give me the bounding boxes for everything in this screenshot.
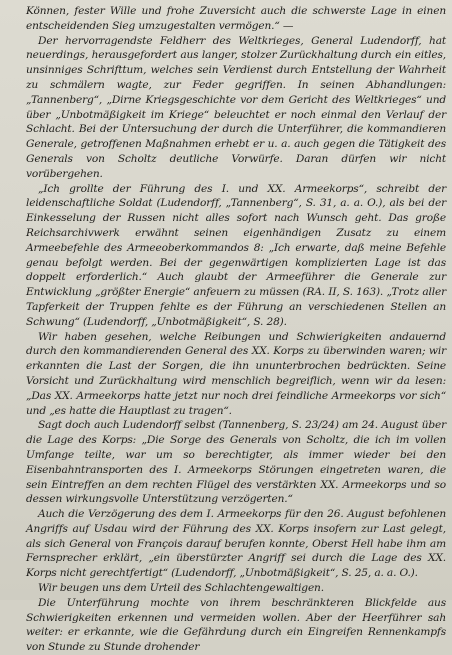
page-text bbox=[26, 4, 446, 655]
paragraph-1: Können, fester Wille und frohe Zuversicht auch die schwerste Lage in einen entscheidenden Sieg umzugestalten vermögen.“ — bbox=[26, 5, 446, 32]
paragraph-5: Sagt doch auch Ludendorff selbst (Tannenberg, S. 23/24) am 24. August über die Lage des Korps: „Die Sorge des Generals von Scholtz, die ich im vollen Umfange teilte, war um so berechtigter, als immer wieder bei den Eisenbahntransporten des I. Armeekorps Störungen eingetreten waren, die sein Eintreffen an dem rechten Flügel des verstärkten XX. Armeekorps und so dessen wirkungsvolle Unterstützung verzögerten.“ bbox=[26, 419, 446, 506]
paragraph-3: „Ich grollte der Führung des I. und XX. Armeekorps“, schreibt der leidenschaftliche Soldat (Ludendorff, „Tannenberg“, S. 31, a. a. O.), als bei der Einkesselung der Russen nicht alles sofort nach Wunsch geht. Das große Reichsarchivwerk erwähnt seinen eigenhändigen Zusatz zu einem Armeebefehle des Armeeoberkommandos 8: „Ich erwarte, daß meine Befehle genau befolgt werden. Bei der gegenwärtigen komplizierten Lage ist das doppelt erforderlich.“ Auch glaubt der Armeeführer die Generale zur Entwicklung „größter Energie“ anfeuern zu müssen (RA. II, S. 163). „Trotz aller Tapferkeit der Truppen fehlte es der Führung an verschiedenen Stellen an Schwung“ (Ludendorff, „Unbotmäßigkeit“, S. 28). bbox=[26, 182, 446, 328]
paragraph-4: Wir haben gesehen, welche Reibungen und Schwierigkeiten andauernd durch den kommandierenden General des XX. Korps zu überwinden waren; wir erkannten die Last der Sorgen, die ihn ununterbrochen bedrückten. Seine Vorsicht und Zurückhaltung wird menschlich begreiflich, wenn wir da lesen: „Das XX. Armeekorps hatte jetzt nur noch drei feindliche Armeekorps vor sich“ und „es hatte die Hauptlast zu tragen“. bbox=[26, 330, 446, 417]
paragraph-7: Wir beugen uns dem Urteil des Schlachtengewaltigen. bbox=[38, 582, 324, 595]
paragraph-2: Der hervorragendste Feldherr des Weltkrieges, General Ludendorff, hat neuerdings, herausgefordert aus langer, stolzer Zurückhaltung durch ein eitles, unsinniges Schrifttum, welches sein Verdienst durch Entstellung der Wahrheit zu schmälern wagte, zur Feder gegriffen. In seinen Abhandlungen: „Tannenberg“, „Dirne Kriegsgeschichte vor dem Gericht des Weltkrieges“ und über „Unbotmäßigkeit im Kriege“ beleuchtet er noch einmal den Verlauf der Schlacht. Bei der Untersuchung der durch die Unterführer, die kommandieren Generale, getroffenen Maßnahmen erhebt er u. a. auch gegen die Tätigkeit des Generals von Scholtz deutliche Vorwürfe. Daran dürfen wir nicht vorübergehen. bbox=[26, 34, 446, 180]
paragraph-8: Die Unterführung mochte von ihrem beschränkteren Blickfelde aus Schwierigkeiten erkennen und vermeiden wollen. Aber der Heerführer sah weiter: er erkannte, wie die Gefährdung durch ein Eingreifen Rennenkampfs von Stunde zu Stunde drohender bbox=[26, 596, 446, 654]
paragraph-6: Auch die Verzögerung des dem I. Armeekorps für den 26. August befohlenen Angriffs auf Usdau wird der Führung des XX. Korps insofern zur Last gelegt, als sich General von François darauf berufen konnte, Oberst Hell habe ihm am Fernsprecher erklärt, „ein überstürzter Angriff sei durch die Lage des XX. Korps nicht gerechtfertigt“ (Ludendorff, „Unbotmäßigkeit“, S. 25, a. a. O.). bbox=[26, 508, 446, 580]
